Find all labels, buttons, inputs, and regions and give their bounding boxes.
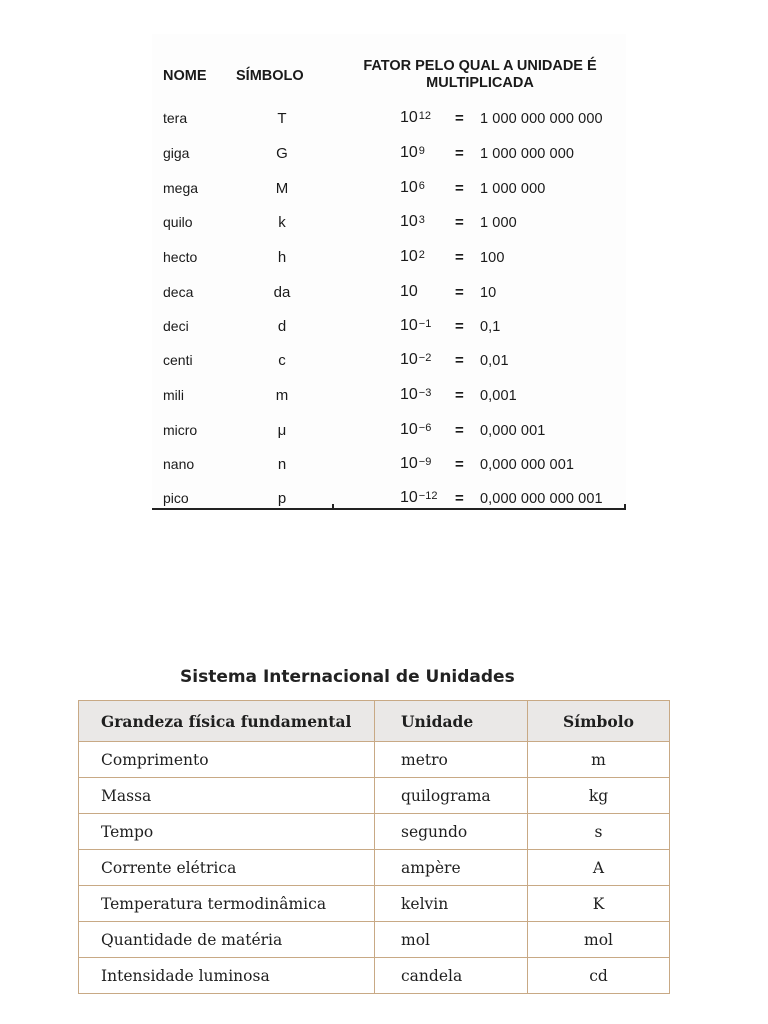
table-row bbox=[152, 276, 626, 310]
prefix-name: quilo bbox=[163, 214, 193, 230]
si-unit-cell: metro bbox=[375, 742, 528, 778]
power-of-ten bbox=[400, 489, 437, 507]
si-symbol-cell: A bbox=[528, 850, 670, 886]
power-exponent: 6 bbox=[418, 180, 425, 192]
power-of-ten bbox=[400, 179, 425, 197]
equals-sign: = bbox=[455, 284, 464, 301]
table-row bbox=[79, 922, 670, 958]
decimal-value: 0,000 000 001 bbox=[480, 457, 575, 473]
table-row bbox=[79, 814, 670, 850]
table-row bbox=[79, 886, 670, 922]
table-row bbox=[152, 448, 626, 482]
power-base: 10 bbox=[400, 351, 418, 368]
si-table-title: Sistema Internacional de Unidades bbox=[180, 667, 515, 687]
prefix-name: hecto bbox=[163, 249, 198, 265]
power-of-ten bbox=[400, 248, 425, 266]
power-exponent: 12 bbox=[418, 110, 432, 122]
table-row bbox=[152, 206, 626, 240]
table-row bbox=[152, 310, 626, 344]
si-symbol-cell: s bbox=[528, 814, 670, 850]
prefix-symbol: k bbox=[278, 214, 286, 231]
power-base: 10 bbox=[400, 317, 418, 334]
equals-sign: = bbox=[455, 352, 464, 369]
prefix-name: deci bbox=[163, 318, 189, 334]
prefix-name: centi bbox=[163, 352, 193, 368]
si-unit-cell: mol bbox=[375, 922, 528, 958]
si-quantity-cell: Quantidade de matéria bbox=[79, 922, 375, 958]
power-of-ten bbox=[400, 144, 425, 162]
si-header-row bbox=[79, 701, 670, 742]
power-of-ten bbox=[400, 317, 431, 335]
prefix-name: micro bbox=[163, 422, 198, 438]
si-quantity-cell: Tempo bbox=[79, 814, 375, 850]
si-unit-cell: segundo bbox=[375, 814, 528, 850]
table-row bbox=[152, 172, 626, 206]
si-header-quantity: Grandeza física fundamental bbox=[79, 701, 375, 742]
table-row bbox=[152, 344, 626, 378]
si-quantity-cell: Intensidade luminosa bbox=[79, 958, 375, 994]
decimal-value: 1 000 bbox=[480, 215, 517, 231]
prefix-table bbox=[152, 34, 626, 510]
si-symbol-cell: mol bbox=[528, 922, 670, 958]
column-divider bbox=[332, 504, 334, 510]
prefix-name: mega bbox=[163, 180, 199, 196]
equals-sign: = bbox=[455, 456, 464, 473]
power-of-ten bbox=[400, 455, 431, 473]
power-exponent: 9 bbox=[418, 145, 425, 157]
header-factor bbox=[330, 58, 630, 92]
si-unit-cell: quilograma bbox=[375, 778, 528, 814]
prefix-symbol: d bbox=[277, 318, 287, 335]
prefix-symbol: m bbox=[275, 387, 289, 404]
equals-sign: = bbox=[455, 180, 464, 197]
prefix-symbol: T bbox=[277, 110, 287, 127]
equals-sign: = bbox=[455, 318, 464, 335]
si-units-table bbox=[78, 700, 670, 994]
table-row bbox=[152, 241, 626, 275]
si-unit-cell: candela bbox=[375, 958, 528, 994]
si-quantity-cell: Corrente elétrica bbox=[79, 850, 375, 886]
equals-sign: = bbox=[455, 490, 464, 507]
decimal-value: 1 000 000 000 bbox=[480, 146, 575, 162]
power-base: 10 bbox=[400, 179, 418, 196]
equals-sign: = bbox=[455, 387, 464, 404]
equals-sign: = bbox=[455, 214, 464, 231]
header-factor-line2: MULTIPLICADA bbox=[426, 75, 534, 91]
table-row bbox=[79, 742, 670, 778]
decimal-value: 10 bbox=[480, 285, 497, 301]
power-base: 10 bbox=[400, 283, 418, 300]
prefix-symbol: n bbox=[277, 456, 287, 473]
header-name: NOME bbox=[163, 68, 207, 84]
prefix-symbol: G bbox=[276, 145, 288, 162]
prefix-symbol: p bbox=[277, 490, 287, 507]
table-row bbox=[152, 482, 626, 516]
prefix-name: deca bbox=[163, 284, 194, 300]
si-table-body bbox=[79, 742, 670, 994]
power-base: 10 bbox=[400, 489, 418, 506]
power-base: 10 bbox=[400, 421, 418, 438]
power-base: 10 bbox=[400, 144, 418, 161]
power-of-ten bbox=[400, 421, 431, 439]
power-base: 10 bbox=[400, 109, 418, 126]
si-quantity-cell: Temperatura termodinâmica bbox=[79, 886, 375, 922]
table-row bbox=[79, 850, 670, 886]
equals-sign: = bbox=[455, 110, 464, 127]
power-exponent: 2 bbox=[418, 249, 425, 261]
power-exponent: −6 bbox=[418, 422, 432, 434]
prefix-name: tera bbox=[163, 110, 188, 126]
prefix-symbol: da bbox=[273, 284, 291, 301]
prefix-symbol: c bbox=[278, 352, 286, 369]
prefix-name: pico bbox=[163, 490, 189, 506]
column-divider bbox=[624, 504, 626, 510]
si-symbol-cell: K bbox=[528, 886, 670, 922]
prefix-symbol: h bbox=[277, 249, 287, 266]
si-header-unit: Unidade bbox=[375, 701, 528, 742]
si-quantity-cell: Comprimento bbox=[79, 742, 375, 778]
si-quantity-cell: Massa bbox=[79, 778, 375, 814]
equals-sign: = bbox=[455, 145, 464, 162]
si-symbol-cell: m bbox=[528, 742, 670, 778]
si-symbol-cell: cd bbox=[528, 958, 670, 994]
power-base: 10 bbox=[400, 386, 418, 403]
si-unit-cell: kelvin bbox=[375, 886, 528, 922]
decimal-value: 0,01 bbox=[480, 353, 509, 369]
power-of-ten bbox=[400, 109, 431, 127]
decimal-value: 1 000 000 000 000 bbox=[480, 111, 603, 127]
power-exponent: −9 bbox=[418, 456, 432, 468]
decimal-value: 100 bbox=[480, 250, 505, 266]
power-of-ten bbox=[400, 351, 431, 369]
prefix-symbol: μ bbox=[277, 422, 287, 439]
table-row bbox=[152, 137, 626, 171]
power-base: 10 bbox=[400, 248, 418, 265]
table-row bbox=[79, 958, 670, 994]
power-base: 10 bbox=[400, 455, 418, 472]
si-symbol-cell: kg bbox=[528, 778, 670, 814]
power-of-ten bbox=[400, 386, 431, 404]
power-exponent: 3 bbox=[418, 214, 425, 226]
table-row bbox=[79, 778, 670, 814]
header-factor-line1: FATOR PELO QUAL A UNIDADE É bbox=[363, 58, 597, 74]
header-symbol: SÍMBOLO bbox=[236, 68, 304, 84]
prefix-name: giga bbox=[163, 145, 190, 161]
decimal-value: 1 000 000 bbox=[480, 181, 546, 197]
equals-sign: = bbox=[455, 249, 464, 266]
si-unit-cell: ampère bbox=[375, 850, 528, 886]
decimal-value: 0,000 001 bbox=[480, 423, 546, 439]
equals-sign: = bbox=[455, 422, 464, 439]
power-base: 10 bbox=[400, 213, 418, 230]
table-row bbox=[152, 379, 626, 413]
prefix-symbol: M bbox=[275, 180, 289, 197]
power-exponent: −12 bbox=[418, 490, 438, 502]
power-exponent: −1 bbox=[418, 318, 432, 330]
power-of-ten bbox=[400, 283, 419, 301]
decimal-value: 0,1 bbox=[480, 319, 501, 335]
prefix-name: mili bbox=[163, 387, 184, 403]
table-row bbox=[152, 102, 626, 136]
decimal-value: 0,001 bbox=[480, 388, 517, 404]
table-row bbox=[152, 414, 626, 448]
si-header-symbol: Símbolo bbox=[528, 701, 670, 742]
power-exponent: −3 bbox=[418, 387, 432, 399]
decimal-value: 0,000 000 000 001 bbox=[480, 491, 603, 507]
prefix-name: nano bbox=[163, 456, 195, 472]
power-exponent: −2 bbox=[418, 352, 432, 364]
power-of-ten bbox=[400, 213, 425, 231]
